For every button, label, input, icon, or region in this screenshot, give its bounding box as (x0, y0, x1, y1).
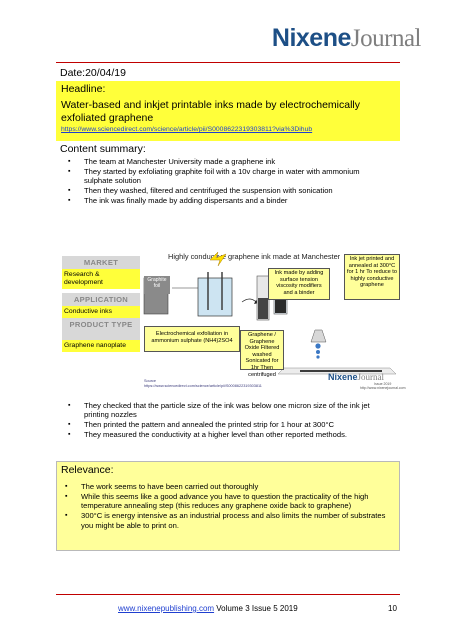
electrolysis-cell (198, 278, 232, 316)
relevance-box (56, 461, 400, 551)
list-item: ▪ Then printed the pattern and annealed the printed strip for 1 hour at 300°C (60, 420, 396, 429)
footer (118, 604, 298, 613)
content-summary-title: Content summary: (60, 143, 146, 155)
market-value: Research & development (62, 269, 140, 289)
figure-title: Highly conductive graphene ink made at Manchester (168, 252, 341, 261)
list-item: ▪ They checked that the particle size of the ink was below one micron size of the ink jet printing nozzles (60, 401, 396, 420)
bottom-rule (56, 594, 400, 595)
inkjet-box: Ink jet printed and annealed at 300°C for 1 hr To reduce to highly conductive graphene (344, 254, 400, 300)
list-item: ▪ The team at Manchester University made a graphene ink (60, 157, 390, 166)
ink-made-box: Ink made by adding surface tension viscosity modifiers and a binder (268, 268, 330, 300)
product-type-value: Graphene nanoplate (62, 340, 140, 352)
graphene-oxide-box: Graphene / Graphene Oxide Filtered washed Sonicated for 1hr Then centrifuged (240, 330, 284, 370)
headline-title: Water-based and inkjet printable inks made by electrochemically exfoliated graphene (61, 99, 361, 124)
lightning-icon (210, 252, 226, 266)
headline-box (56, 81, 400, 141)
article-date: Date:20/04/19 (60, 67, 126, 79)
figure-source-link[interactable]: https://www.sciencedirect.com/science/article/pii/S0008622319303811 (144, 383, 262, 388)
product-type-header: PRODUCT TYPE (62, 318, 140, 340)
list-item: ▪ They measured the conductivity at a higher level than other reported methods. (60, 430, 396, 439)
graphite-foil-label: Graphite foil (144, 276, 170, 294)
headline-link[interactable]: https://www.sciencedirect.com/science/article/pii/S0008622319303811?via%3Dihub (61, 126, 313, 133)
journal-logo: NixeneJournal (271, 24, 421, 52)
inkjet-nozzle (311, 330, 326, 342)
market-header: MARKET (62, 256, 140, 269)
findings-list (60, 401, 396, 440)
process-figure (60, 246, 404, 396)
list-item: ▪ While this seems like a good advance you have to question the practicality of the high temperature annealing step (this reduces any graphene oxide back to graphene) (61, 492, 395, 511)
list-item: ▪ The work seems to have been carried out thoroughly (61, 482, 395, 491)
figure-logo: NixeneJournal (328, 372, 385, 382)
summary-list (60, 157, 390, 206)
figure-credit: Issue 2019 http://www.nixenejournal.com (360, 382, 406, 391)
headline-label: Headline: (61, 83, 106, 95)
list-item: ▪ 300°C is energy intensive as an industrial process and also limits the number of substrates you might be able to print on. (61, 511, 395, 530)
footer-issue: Volume 3 Issue 5 2019 (214, 604, 298, 613)
list-item: ▪ Then they washed, filtered and centrifuged the suspension with sonication (60, 186, 390, 195)
application-value: Conductive inks (62, 306, 140, 318)
list-item: ▪ The ink was finally made by adding dispersants and a binder (60, 196, 390, 205)
application-header: APPLICATION (62, 293, 140, 306)
exfoliation-box: Electrochemical exfoliation in ammonium sulphate (NH4)2SO4 (144, 326, 240, 352)
relevance-title: Relevance: (61, 464, 114, 476)
top-rule (56, 62, 400, 63)
page-number: 10 (388, 604, 397, 613)
footer-link[interactable]: www.nixenepublishing.com (118, 604, 215, 613)
relevance-list (61, 482, 395, 530)
list-item: ▪ They started by exfoliating graphite foil with a 10v charge in water with ammonium sulphate solution (60, 167, 390, 186)
figure-source: Source https://www.sciencedirect.com/science/article/pii/S0008622319303811 (144, 379, 262, 388)
